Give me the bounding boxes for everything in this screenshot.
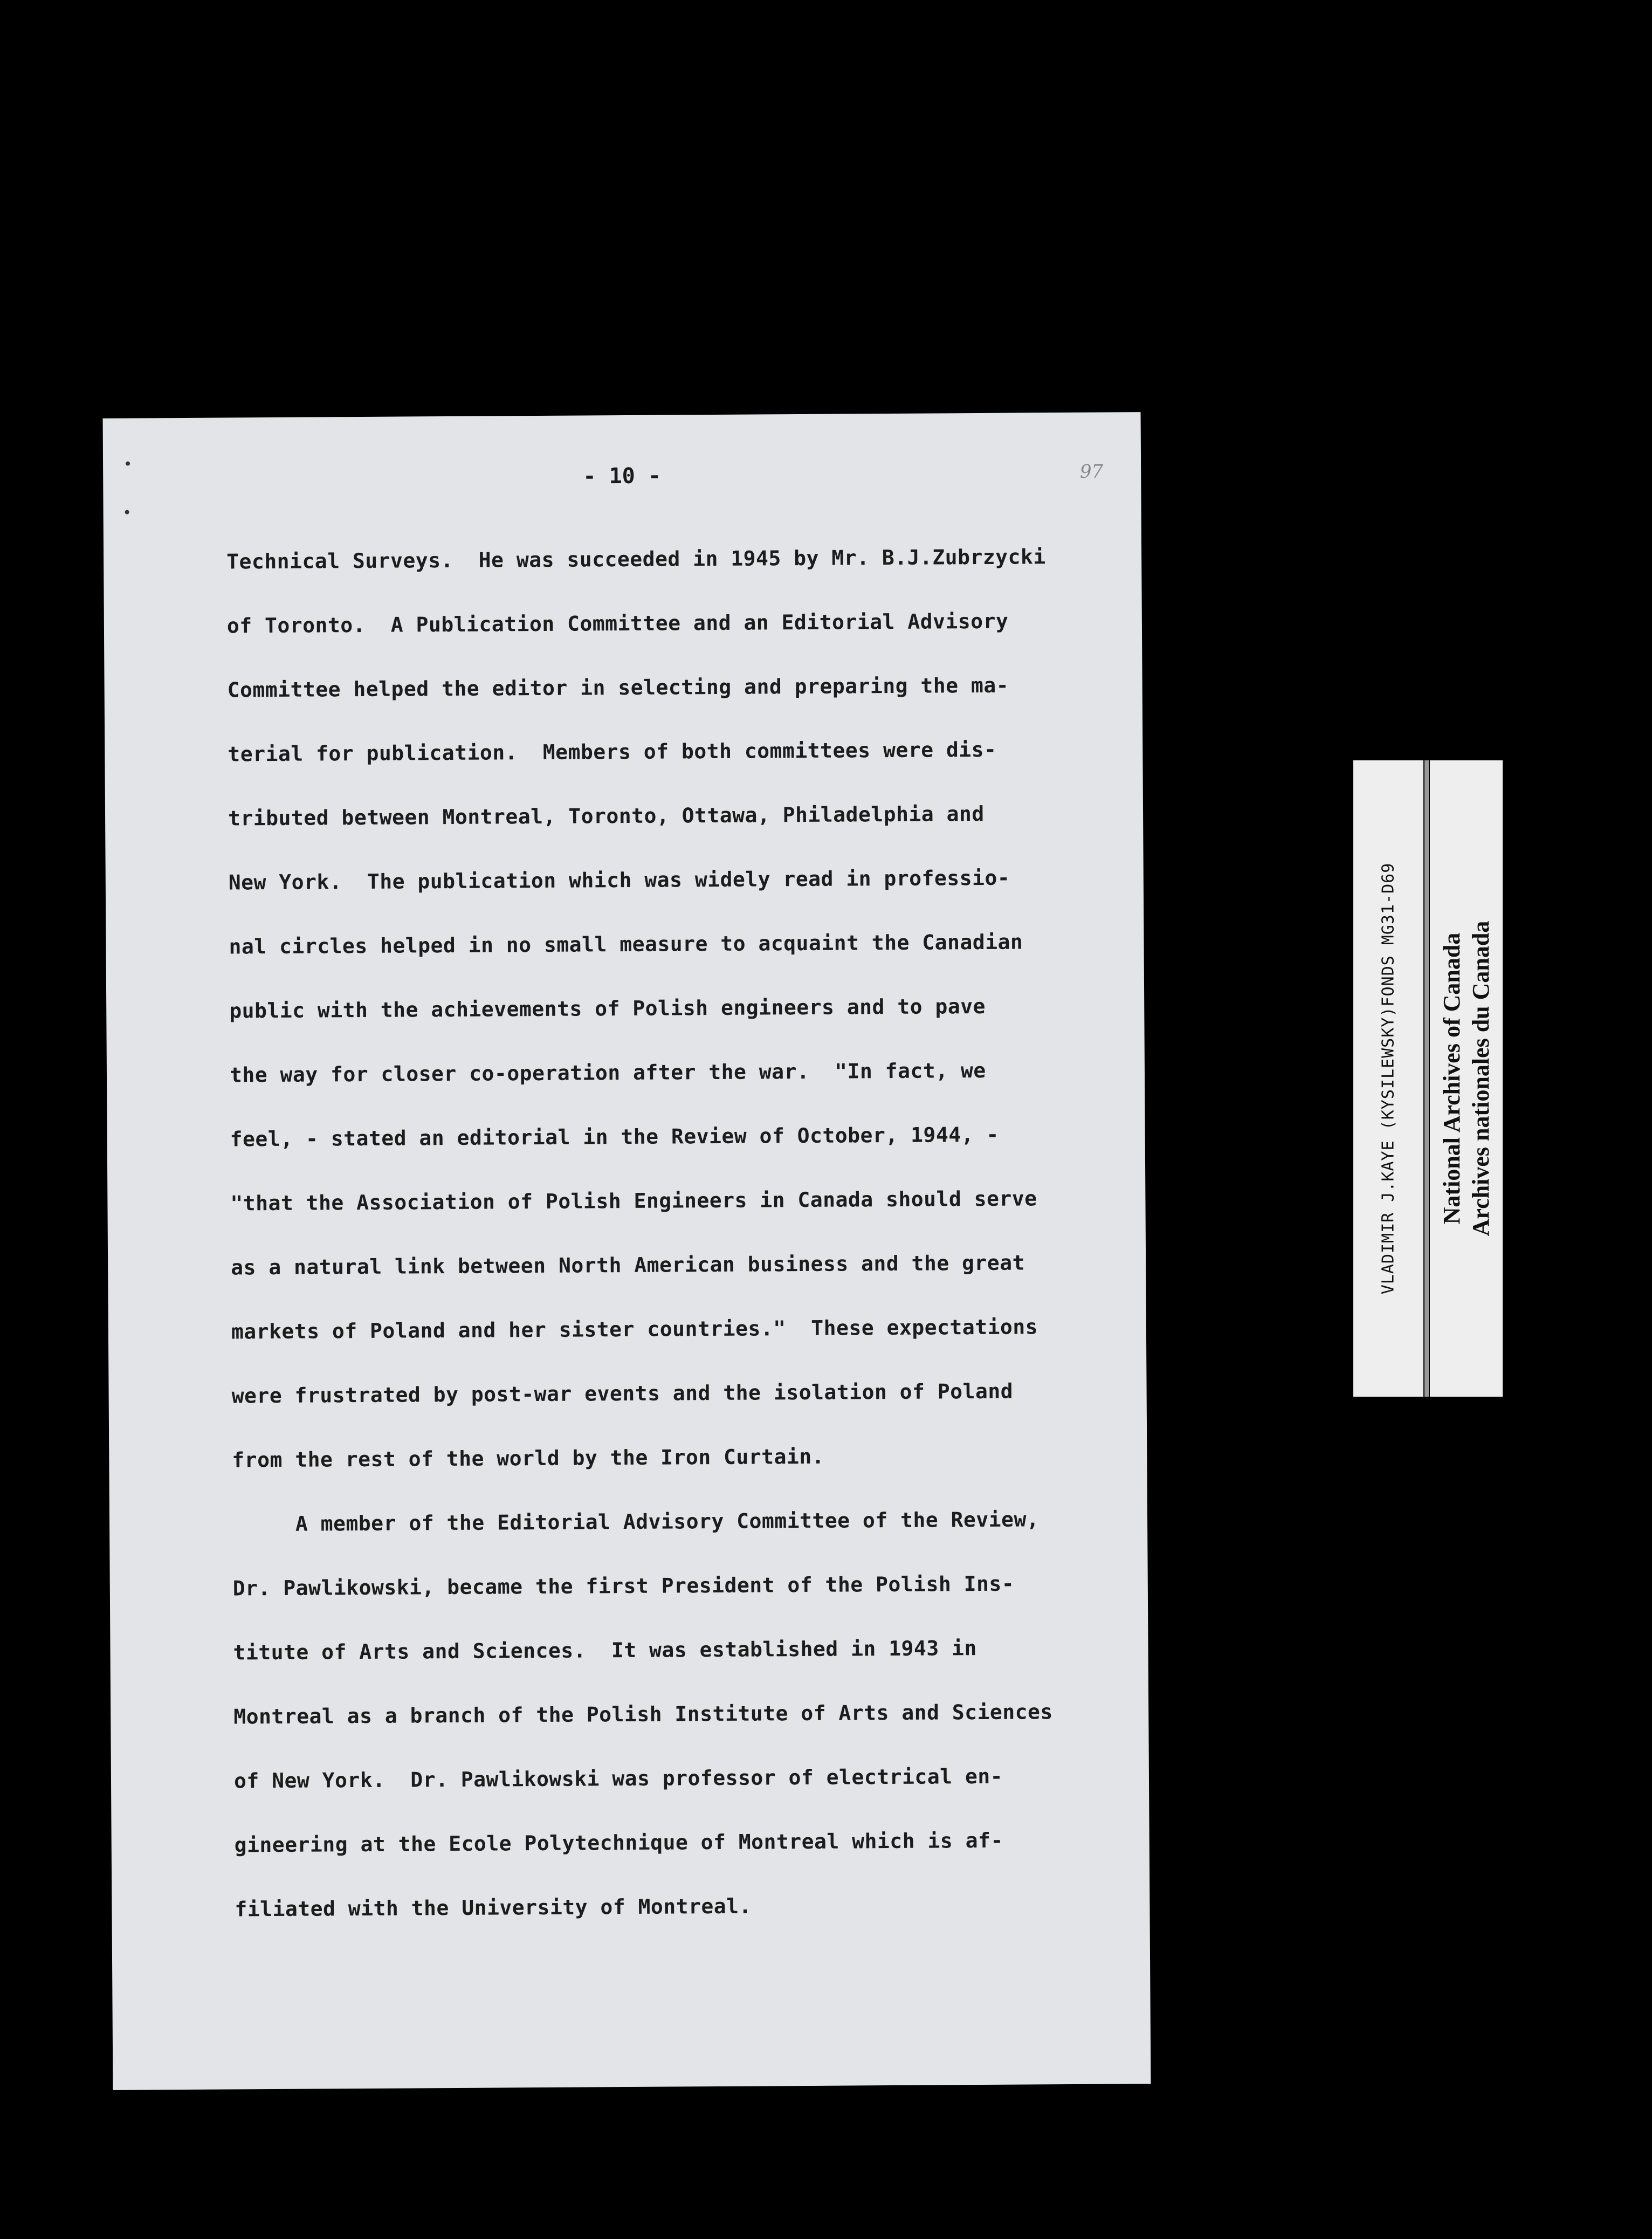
text-line: as a natural link between North American business and the great	[231, 1251, 1025, 1280]
fonds-label-text: VLADIMIR J.KAYE (KYSILEWSKY)FONDS MG31-D69	[1379, 862, 1398, 1295]
text-line: Committee helped the editor in selecting and preparing the ma-	[227, 673, 1009, 702]
text-line: filiated with the University of Montreal.	[235, 1894, 752, 1921]
text-line: titute of Arts and Sciences. It was established in 1943 in	[233, 1636, 977, 1665]
text-line: of New York. Dr. Pawlikowski was professor of electrical en-	[233, 1764, 1003, 1793]
label-divider	[1424, 760, 1429, 1397]
text-line: feel, - stated an editorial in the Review of October, 1944, -	[230, 1122, 999, 1151]
text-line: were frustrated by post-war events and the isolation of Poland	[231, 1379, 1014, 1408]
scan-speck	[125, 510, 129, 514]
institution-label	[1430, 760, 1503, 1397]
text-line: of Toronto. A Publication Committee and an Editorial Advisory	[226, 609, 1009, 638]
text-line: public with the achievements of Polish engineers and to pave	[229, 994, 986, 1023]
text-line: "that the Association of Polish Engineers in Canada should serve	[230, 1186, 1037, 1215]
text-line: Montreal as a branch of the Polish Institute of Arts and Sciences	[233, 1700, 1053, 1729]
text-line: the way for closer co-operation after the war. "In fact, we	[229, 1058, 986, 1087]
text-line: A member of the Editorial Advisory Committee of the Review,	[232, 1507, 1040, 1536]
scan-speck	[126, 462, 130, 466]
text-line: markets of Poland and her sister countries." These expectations	[231, 1315, 1038, 1344]
document-page	[103, 412, 1151, 2090]
text-line: Technical Surveys. He was succeeded in 1945 by Mr. B.J.Zubrzycki	[226, 545, 1046, 574]
institution-name-en: National Archives of Canada	[1438, 932, 1465, 1225]
page-number: - 10 -	[583, 463, 662, 489]
text-line: New York. The publication which was widely read in professio-	[228, 866, 1010, 895]
fonds-label	[1353, 760, 1423, 1397]
institution-label-text	[1437, 921, 1496, 1237]
institution-name-fr: Archives nationales du Canada	[1467, 921, 1494, 1237]
text-line: gineering at the Ecole Polytechnique of Montreal which is af-	[234, 1828, 1003, 1857]
text-line: Dr. Pawlikowski, became the first President of the Polish Ins-	[232, 1571, 1015, 1601]
text-line: from the rest of the world by the Iron Curtain.	[232, 1444, 825, 1472]
folio-mark: 97	[1079, 461, 1104, 483]
text-line: terial for publication. Members of both committees were dis-	[228, 737, 997, 766]
text-line: nal circles helped in no small measure to acquaint the Canadian	[229, 930, 1023, 959]
text-line: tributed between Montreal, Toronto, Ottawa, Philadelphia and	[228, 801, 985, 830]
